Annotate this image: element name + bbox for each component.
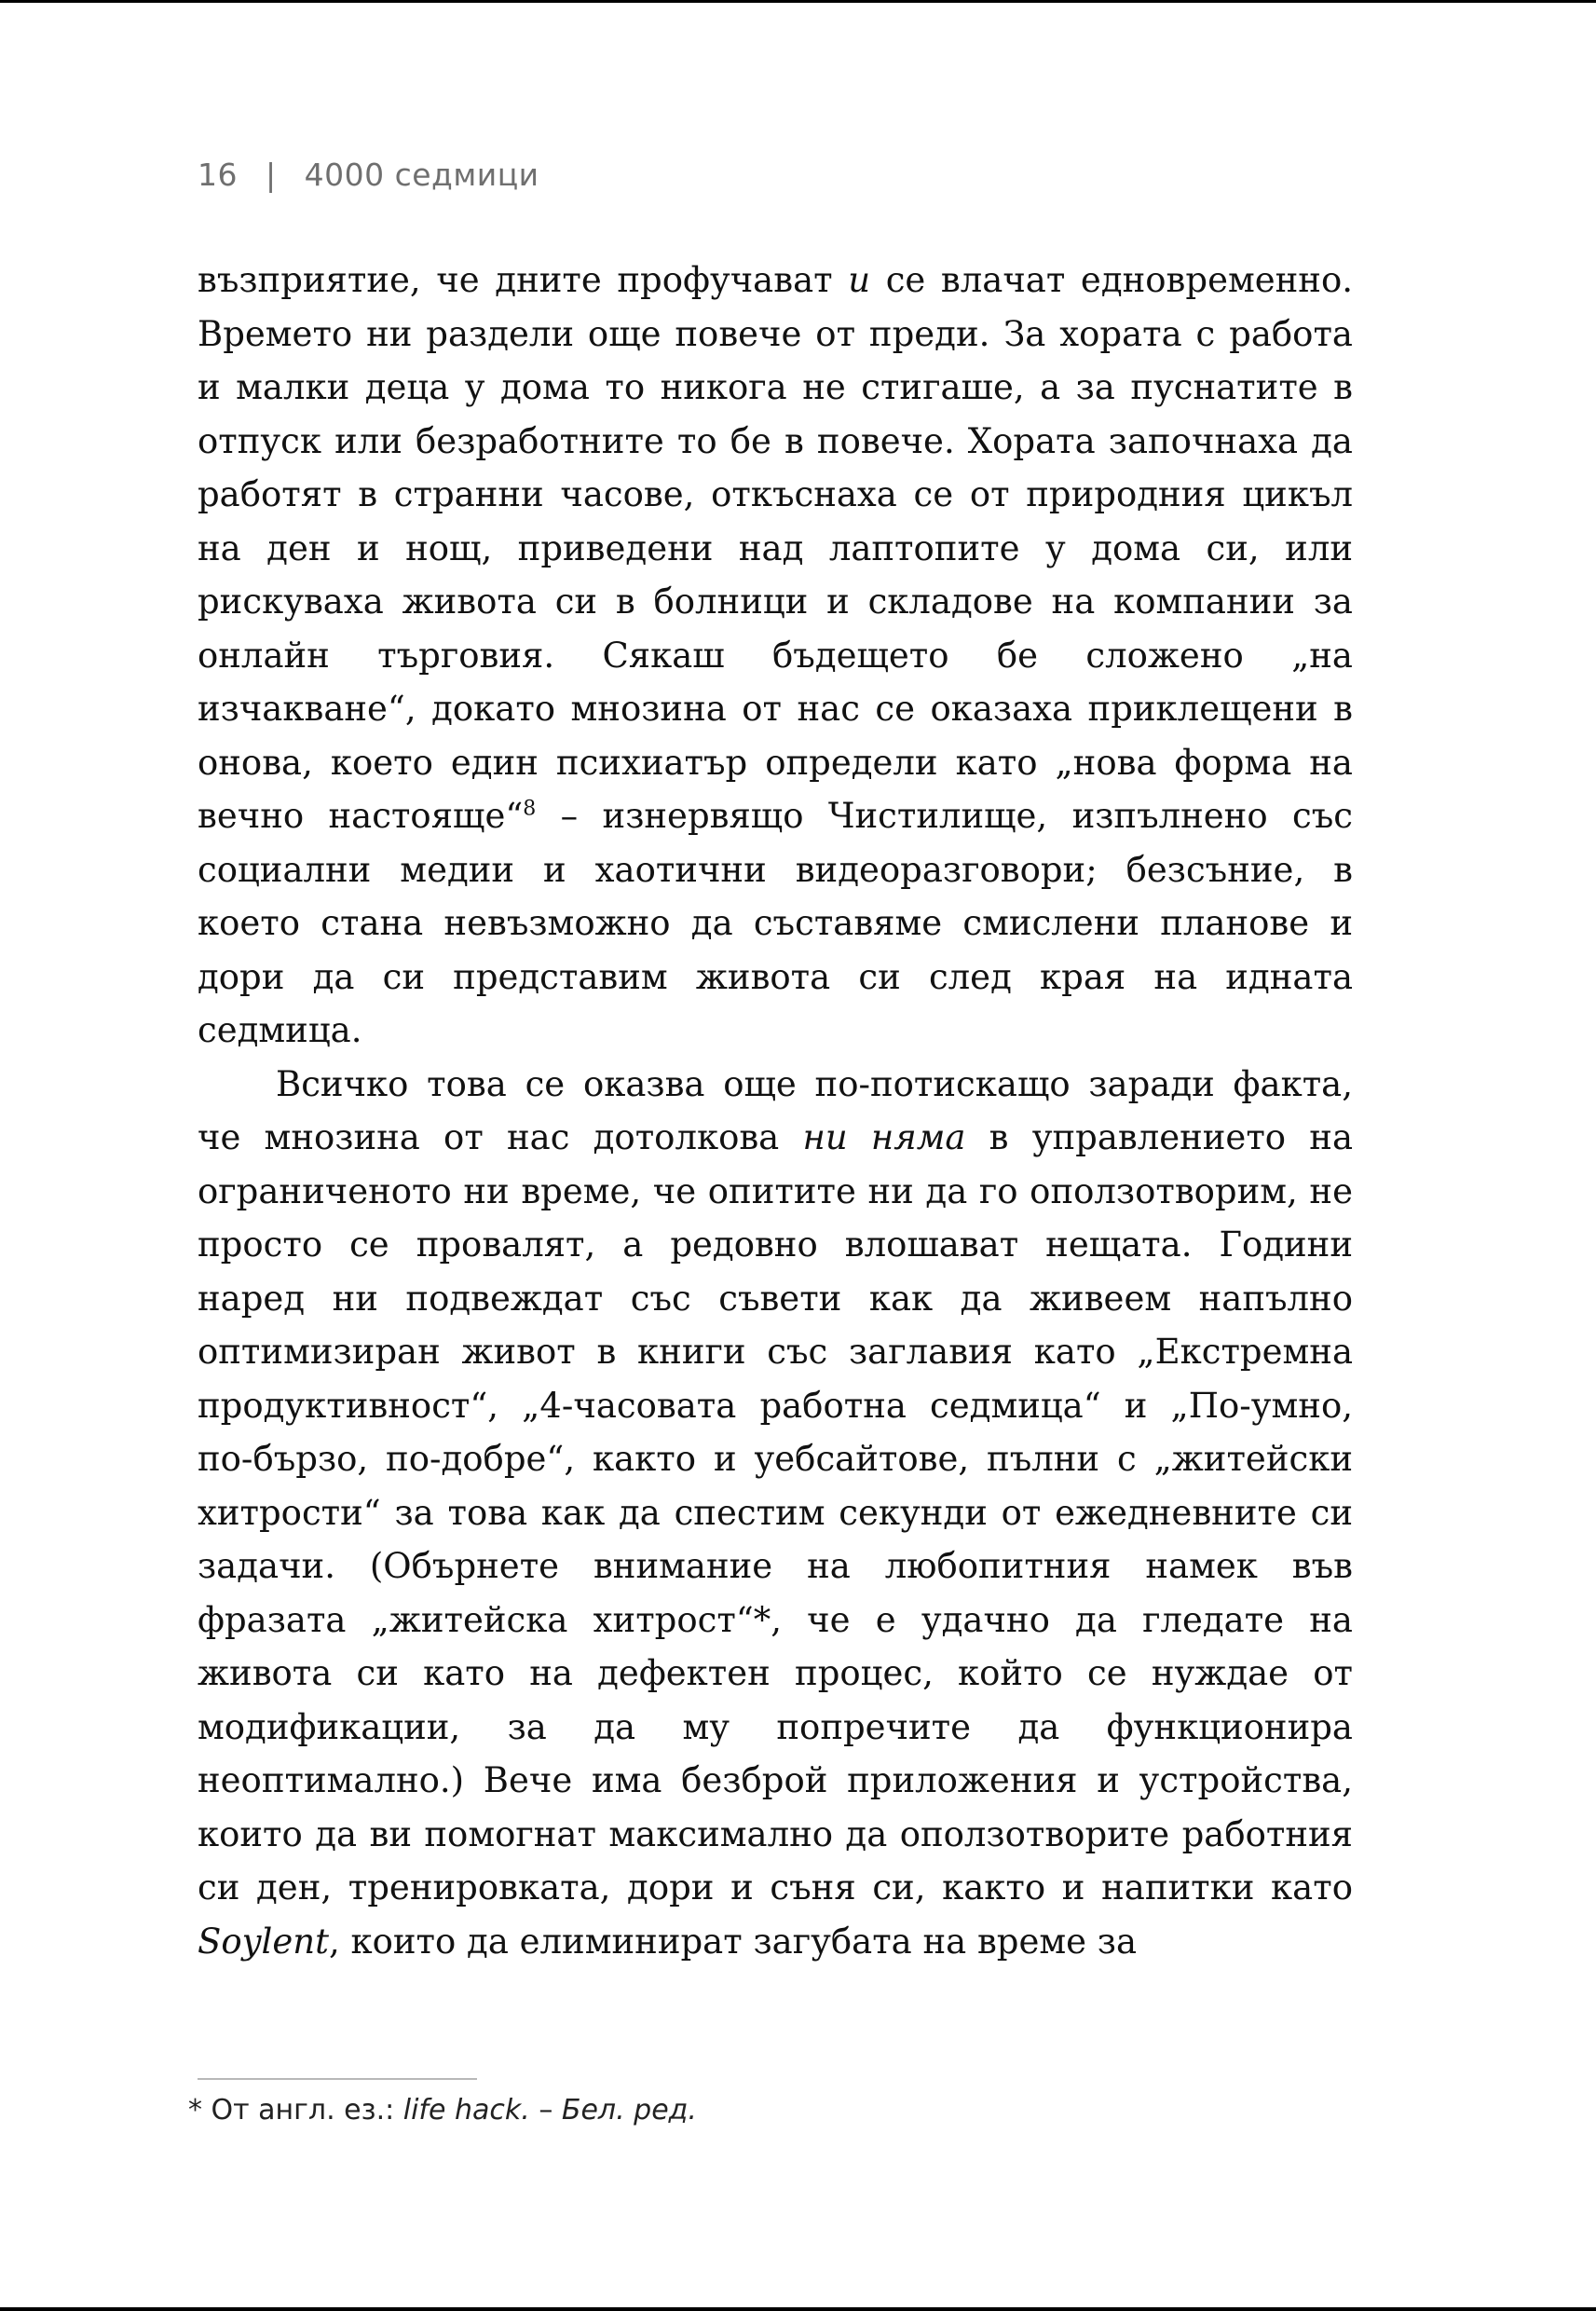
endnote-reference: 8 bbox=[523, 797, 537, 821]
paragraph-1-italic: и bbox=[848, 260, 871, 300]
footnote-editor-note: Бел. ред. bbox=[561, 2094, 697, 2126]
paragraph-1-text-c: – изнервящо Чистилище, изпълнено със социални медии и хаотични видеоразговори; безсъние, в което стана невъзможно да съставяме смислени планове и дори да си представим живота си след края на идната седмица. bbox=[198, 796, 1353, 1050]
header-separator: | bbox=[266, 157, 277, 193]
paragraph-2-text-c: , които да елиминират загубата на време за bbox=[328, 1921, 1138, 1962]
paragraph-2-italic-a: ни няма bbox=[802, 1117, 966, 1157]
paragraph-1-text-b: се влачат едновременно. Времето ни раздели още повече от преди. За хората с работа и малки деца у дома то никога не стигаше, а за пуснатите в отпуск или безработните то бе в повече. Хората започнаха да работят в странни часове, откъснаха се от природния цикъл на ден и нощ, приведени над лаптопите у дома си, или рискуваха живота си в болници и складове на компании за онлайн търговия. Сякаш бъдещето бе сложено „на изчакване“, докато мнозина от нас се оказаха приклещени в онова, което един психиатър определи като „нова форма на вечно настояще“ bbox=[198, 260, 1353, 836]
footnote-divider bbox=[198, 2078, 477, 2080]
book-title: 4000 седмици bbox=[304, 157, 539, 193]
main-text bbox=[198, 253, 1353, 1968]
bottom-border bbox=[0, 2307, 1596, 2311]
footnote-term: life hack. bbox=[402, 2094, 530, 2126]
page-number: 16 bbox=[198, 157, 238, 193]
paragraph-2-italic-b: Soylent bbox=[198, 1921, 329, 1962]
running-header bbox=[198, 157, 539, 193]
footnote-marker: * От англ. ез.: bbox=[188, 2094, 403, 2126]
paragraph-2-text-b: в управлението на ограниченото ни време, че опитите ни да го оползотворим, не просто се провалят, а редовно влошават нещата. Години наред ни подвеждат със съвети как да живеем напълно оптимизиран живот в книги със заглавия като „Екстремна продуктивност“, „4-часовата работна седмица“ и „По-умно, по-бързо, по-добре“, както и уебсайтове, пълни с „житейски хитрости“ за това как да спестим секунди от ежедневните си задачи. (Обърнете внимание на любопитния намек във фразата „житейска хитрост“*, че е удачно да гледате на живота си като на дефектен процес, който се нуждае от модификации, за да му попречите да функционира неоптимално.) Вече има безброй приложения и устройства, които да ви помогнат максимално да оползотворите работния си ден, тренировката, дори и съня си, както и напитки като bbox=[198, 1117, 1354, 1908]
paragraph-2 bbox=[198, 1058, 1353, 1969]
footnote bbox=[188, 2094, 697, 2126]
top-border bbox=[0, 0, 1596, 3]
paragraph-1-text-a: възприятие, че дните профучават bbox=[198, 260, 849, 300]
paragraph-1 bbox=[198, 253, 1353, 1058]
paragraph-2-text-a: Всичко това се оказва още по-потискащо заради факта, че мнозина от нас дотолкова bbox=[198, 1063, 1353, 1157]
footnote-dash: – bbox=[529, 2094, 562, 2126]
